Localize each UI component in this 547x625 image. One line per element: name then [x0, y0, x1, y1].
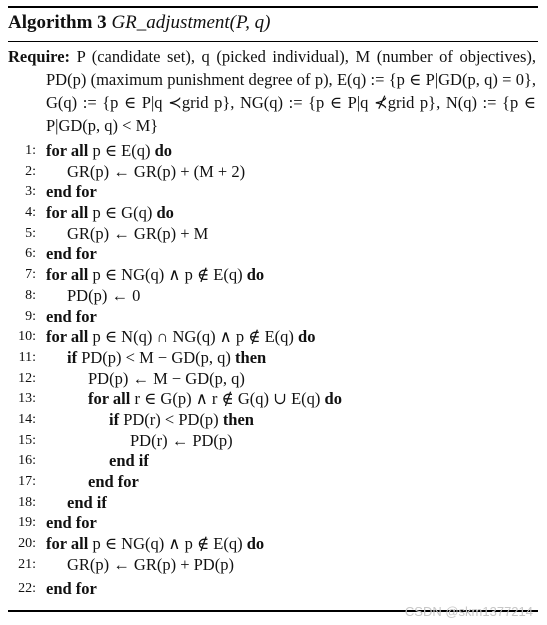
- line-code: if PD(r) < PD(p) then: [109, 409, 254, 429]
- line-code: PD(r) ← PD(p): [130, 430, 233, 450]
- line-number: 12:: [18, 370, 36, 386]
- algorithm-line: [8, 265, 538, 286]
- line-number: 3:: [25, 184, 36, 200]
- algorithm-line: [8, 451, 538, 472]
- algorithm-line: [8, 555, 538, 576]
- algorithm-line: [8, 182, 538, 203]
- algorithm-line: [8, 141, 538, 162]
- algorithm-line: [8, 327, 538, 348]
- algorithm-line: [8, 369, 538, 390]
- algorithm-caption: [8, 8, 538, 35]
- algorithm-line: [8, 203, 538, 224]
- line-number: 18:: [18, 494, 36, 510]
- line-number: 11:: [18, 349, 36, 365]
- line-code: end for: [46, 513, 97, 533]
- algorithm-line: [8, 513, 538, 534]
- algorithm-line: [8, 534, 538, 555]
- line-number: 7:: [25, 267, 36, 283]
- line-code: end for: [46, 579, 97, 599]
- line-code: end if: [109, 451, 149, 471]
- algorithm-line: [8, 493, 538, 514]
- algorithm-line: [8, 224, 538, 245]
- algorithm-line: [8, 348, 538, 369]
- line-number: 15:: [18, 432, 36, 448]
- algorithm-line: [8, 286, 538, 307]
- algorithm-line: [8, 410, 538, 431]
- caption-label: Algorithm 3: [8, 12, 107, 33]
- watermark: CSDN @skm1377214: [404, 604, 533, 619]
- algorithm-line: [8, 472, 538, 493]
- algorithm-line: [8, 431, 538, 452]
- line-number: 1:: [25, 143, 36, 158]
- algorithm-block: [8, 6, 538, 612]
- line-code: end for: [46, 306, 97, 326]
- line-number: 21:: [18, 556, 36, 572]
- line-code: for all p ∈ NG(q) ∧ p ∉ E(q) do: [46, 534, 265, 554]
- require-block: [8, 42, 538, 137]
- line-code: end for: [88, 472, 139, 491]
- caption-function: GR_adjustment(P, q): [111, 12, 271, 33]
- algorithm-line: [8, 244, 538, 265]
- line-number: 22:: [18, 581, 36, 597]
- line-number: 9:: [25, 308, 36, 324]
- line-code: if PD(p) < M − GD(p, q) then: [67, 347, 267, 367]
- algorithm-lines: [8, 141, 538, 600]
- line-code: end for: [46, 244, 97, 264]
- line-code: GR(p) ← GR(p) + PD(p): [67, 554, 234, 574]
- line-code: end for: [46, 182, 97, 202]
- line-code: GR(p) ← GR(p) + (M + 2): [67, 161, 246, 181]
- line-number: 8:: [25, 287, 36, 303]
- line-code: end if: [67, 492, 107, 512]
- require-keyword: Require:: [8, 47, 71, 66]
- line-number: 17:: [18, 474, 36, 489]
- line-code: for all p ∈ NG(q) ∧ p ∉ E(q) do: [46, 265, 265, 285]
- line-number: 2:: [25, 163, 36, 179]
- line-code: for all r ∈ G(p) ∧ r ∉ G(q) ∪ E(q) do: [88, 389, 342, 409]
- line-code: GR(p) ← GR(p) + M: [67, 223, 209, 243]
- line-number: 19:: [18, 515, 36, 531]
- line-number: 6:: [25, 246, 36, 262]
- line-number: 10:: [18, 329, 36, 345]
- require-text: P (candidate set), q (picked individual), M (number of objectives), PD(p) (maximum punishment degree of p), E(q) := {p ∈ P|GD(p, q) = 0}, G(q) := {p ∈ P|q ≺grid p}, NG(q) := {p ∈ P|q ⊀grid p}, N(q) := {p ∈ P|GD(p, q) < M}: [46, 47, 537, 135]
- line-number: 5:: [25, 225, 36, 241]
- line-code: for all p ∈ N(q) ∩ NG(q) ∧ p ∉ E(q) do: [46, 327, 316, 347]
- line-code: for all p ∈ G(q) do: [46, 203, 174, 223]
- algorithm-line: [8, 579, 538, 600]
- line-code: PD(p) ← M − GD(p, q): [88, 368, 245, 388]
- algorithm-line: [8, 162, 538, 183]
- line-number: 14:: [18, 411, 36, 427]
- line-code: PD(p) ← 0: [67, 285, 141, 305]
- line-number: 4:: [25, 205, 36, 221]
- line-number: 20:: [18, 536, 36, 552]
- algorithm-line: [8, 389, 538, 410]
- line-code: for all p ∈ E(q) do: [46, 141, 173, 160]
- line-number: 16:: [18, 453, 36, 469]
- line-number: 13:: [18, 391, 36, 407]
- algorithm-line: [8, 307, 538, 328]
